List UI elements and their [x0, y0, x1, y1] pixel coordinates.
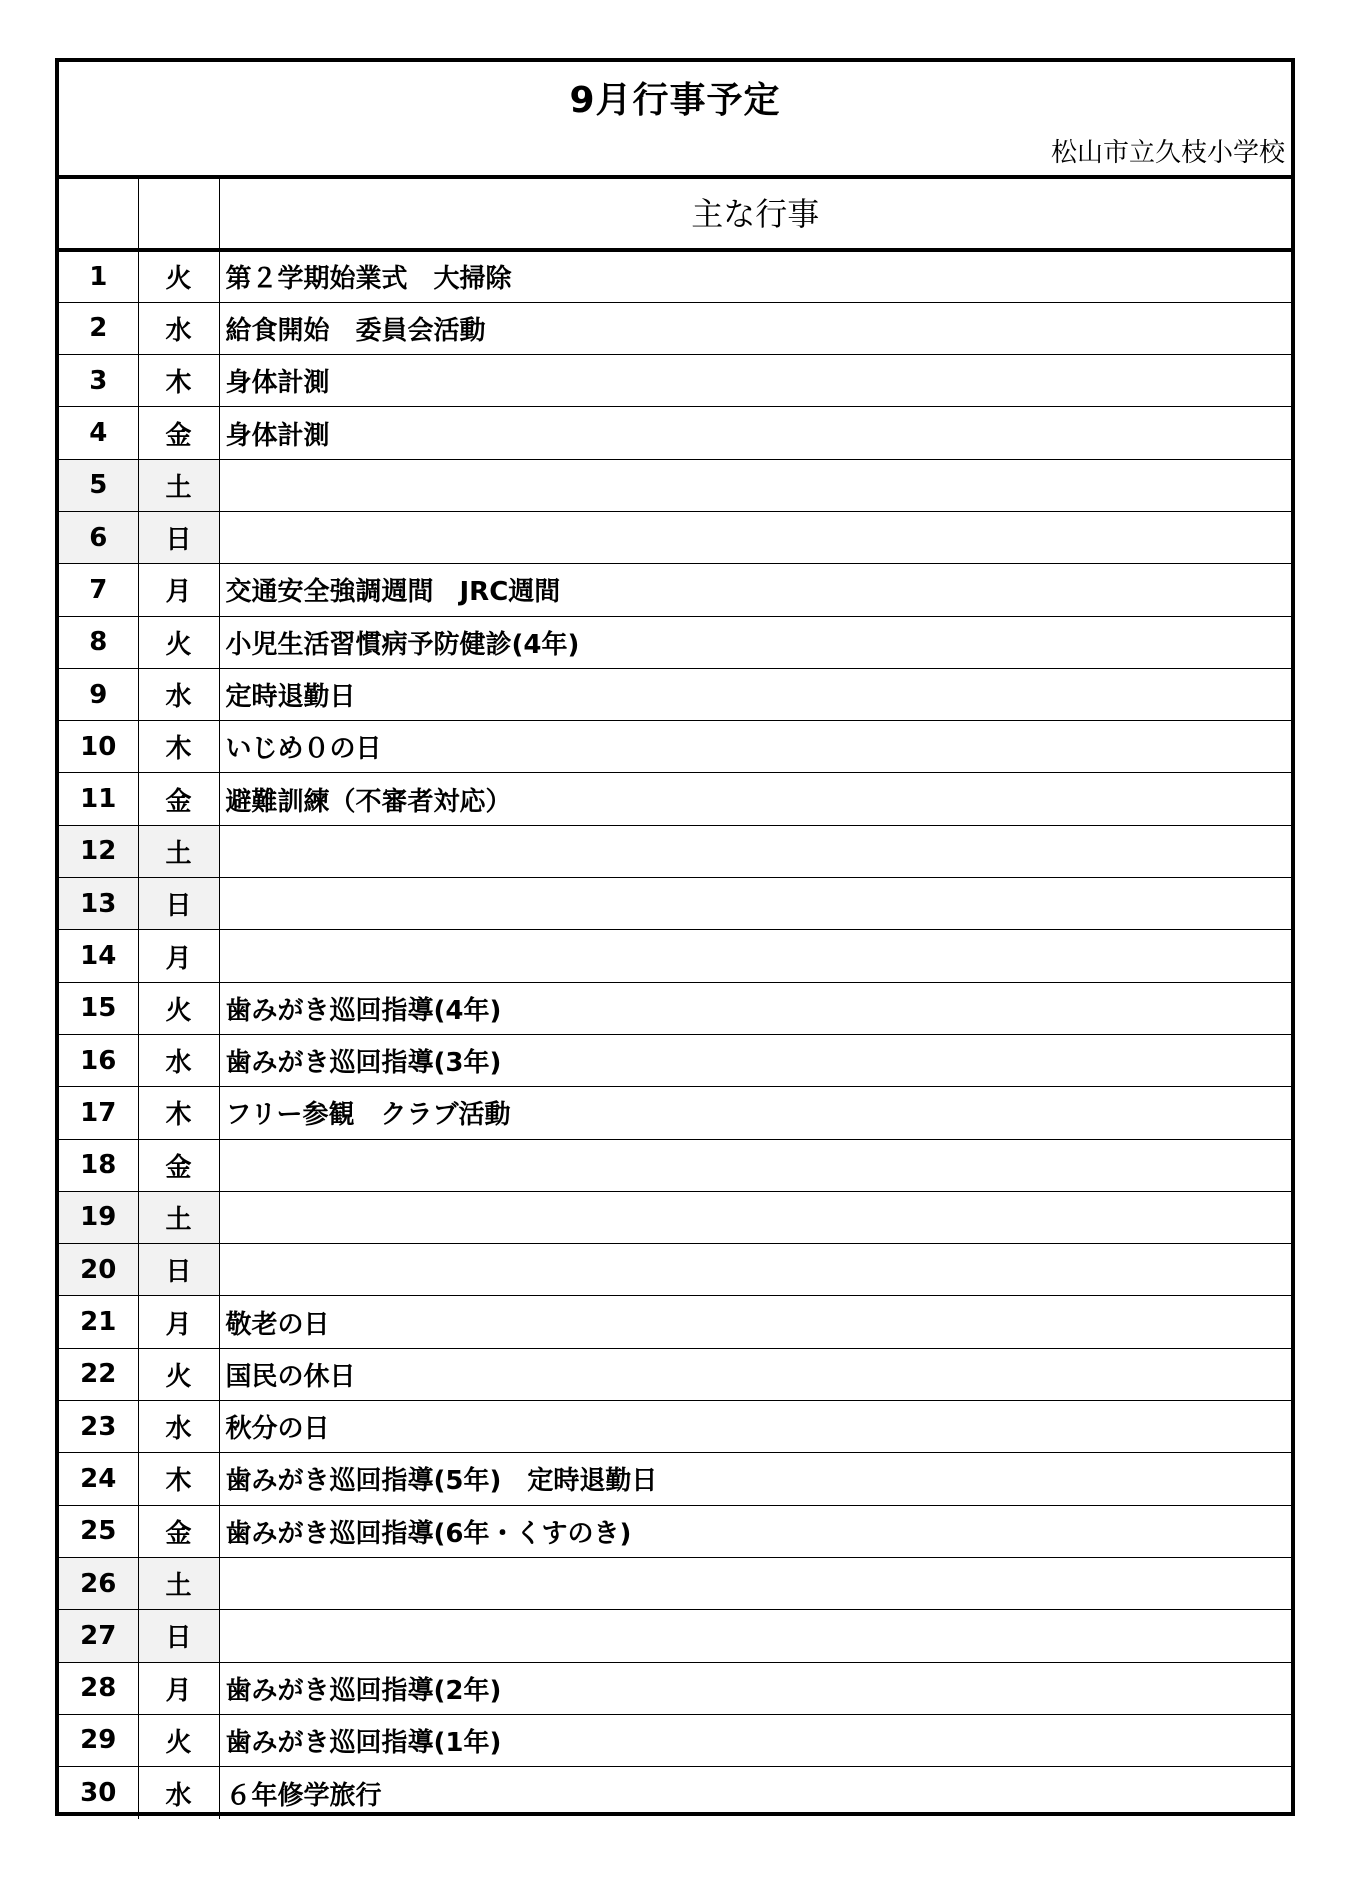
event-cell: ６年修学旅行	[219, 1767, 1291, 1819]
weekday-cell: 水	[138, 668, 219, 720]
title-block	[59, 62, 1291, 179]
weekday-column-header	[138, 175, 219, 250]
event-cell: 避難訓練（不審者対応）	[219, 773, 1291, 825]
weekday-cell: 土	[138, 1191, 219, 1243]
day-cell: 10	[59, 721, 138, 773]
weekday-cell: 水	[138, 1034, 219, 1086]
event-cell: 歯みがき巡回指導(3年)	[219, 1034, 1291, 1086]
page-title: 9月行事予定	[569, 80, 781, 121]
event-cell	[219, 1191, 1291, 1243]
event-cell: フリー参観 クラブ活動	[219, 1087, 1291, 1139]
table-row	[59, 1662, 1291, 1714]
event-cell: 国民の休日	[219, 1348, 1291, 1400]
weekday-cell: 月	[138, 1662, 219, 1714]
event-cell: 第２学期始業式 大掃除	[219, 250, 1291, 302]
weekday-cell: 日	[138, 511, 219, 563]
day-cell: 1	[59, 250, 138, 302]
day-cell: 5	[59, 459, 138, 511]
event-cell: 給食開始 委員会活動	[219, 302, 1291, 354]
day-cell: 22	[59, 1348, 138, 1400]
table-row	[59, 930, 1291, 982]
day-cell: 8	[59, 616, 138, 668]
weekday-cell: 日	[138, 878, 219, 930]
event-cell: 歯みがき巡回指導(2年)	[219, 1662, 1291, 1714]
schedule-table	[59, 175, 1291, 1819]
table-row	[59, 1244, 1291, 1296]
school-name: 松山市立久枝小学校	[1050, 138, 1285, 168]
event-cell: 定時退勤日	[219, 668, 1291, 720]
day-cell: 11	[59, 773, 138, 825]
event-cell: 身体計測	[219, 355, 1291, 407]
day-cell: 4	[59, 407, 138, 459]
table-row	[59, 1767, 1291, 1819]
weekday-cell: 金	[138, 1139, 219, 1191]
event-cell	[219, 1557, 1291, 1609]
day-column-header	[59, 175, 138, 250]
weekday-cell: 月	[138, 564, 219, 616]
table-row	[59, 825, 1291, 877]
day-cell: 20	[59, 1244, 138, 1296]
table-row	[59, 355, 1291, 407]
event-cell: いじめ０の日	[219, 721, 1291, 773]
table-row	[59, 1296, 1291, 1348]
weekday-cell: 月	[138, 930, 219, 982]
event-cell: 小児生活習慣病予防健診(4年)	[219, 616, 1291, 668]
day-cell: 19	[59, 1191, 138, 1243]
weekday-cell: 金	[138, 407, 219, 459]
weekday-cell: 水	[138, 1767, 219, 1819]
events-column-header: 主な行事	[219, 175, 1291, 250]
event-cell: 歯みがき巡回指導(1年)	[219, 1714, 1291, 1766]
schedule-sheet	[55, 58, 1295, 1816]
table-row	[59, 1191, 1291, 1243]
day-cell: 3	[59, 355, 138, 407]
event-cell	[219, 1139, 1291, 1191]
weekday-cell: 金	[138, 1505, 219, 1557]
day-cell: 12	[59, 825, 138, 877]
event-cell	[219, 930, 1291, 982]
day-cell: 21	[59, 1296, 138, 1348]
table-row	[59, 878, 1291, 930]
table-row	[59, 982, 1291, 1034]
table-row	[59, 1401, 1291, 1453]
table-row	[59, 721, 1291, 773]
day-cell: 7	[59, 564, 138, 616]
table-row	[59, 1714, 1291, 1766]
event-cell	[219, 511, 1291, 563]
weekday-cell: 金	[138, 773, 219, 825]
day-cell: 28	[59, 1662, 138, 1714]
event-cell: 歯みがき巡回指導(6年・くすのき)	[219, 1505, 1291, 1557]
day-cell: 13	[59, 878, 138, 930]
weekday-cell: 土	[138, 459, 219, 511]
weekday-cell: 火	[138, 982, 219, 1034]
weekday-cell: 木	[138, 1087, 219, 1139]
table-row	[59, 1034, 1291, 1086]
day-cell: 9	[59, 668, 138, 720]
table-row	[59, 1453, 1291, 1505]
event-cell	[219, 459, 1291, 511]
event-cell	[219, 878, 1291, 930]
event-cell: 秋分の日	[219, 1401, 1291, 1453]
day-cell: 26	[59, 1557, 138, 1609]
event-cell	[219, 1244, 1291, 1296]
day-cell: 14	[59, 930, 138, 982]
weekday-cell: 水	[138, 1401, 219, 1453]
table-row	[59, 1348, 1291, 1400]
table-row	[59, 773, 1291, 825]
event-cell: 歯みがき巡回指導(5年) 定時退勤日	[219, 1453, 1291, 1505]
weekday-cell: 土	[138, 1557, 219, 1609]
weekday-cell: 水	[138, 302, 219, 354]
weekday-cell: 木	[138, 355, 219, 407]
event-cell: 敬老の日	[219, 1296, 1291, 1348]
day-cell: 15	[59, 982, 138, 1034]
weekday-cell: 火	[138, 1714, 219, 1766]
event-cell: 交通安全強調週間 JRC週間	[219, 564, 1291, 616]
event-cell: 身体計測	[219, 407, 1291, 459]
weekday-cell: 火	[138, 1348, 219, 1400]
weekday-cell: 月	[138, 1296, 219, 1348]
day-cell: 30	[59, 1767, 138, 1819]
weekday-cell: 木	[138, 1453, 219, 1505]
event-cell	[219, 825, 1291, 877]
weekday-cell: 火	[138, 250, 219, 302]
day-cell: 2	[59, 302, 138, 354]
weekday-cell: 土	[138, 825, 219, 877]
table-row	[59, 668, 1291, 720]
weekday-cell: 火	[138, 616, 219, 668]
table-row	[59, 511, 1291, 563]
table-row	[59, 1557, 1291, 1609]
table-row	[59, 564, 1291, 616]
event-cell	[219, 1610, 1291, 1662]
day-cell: 27	[59, 1610, 138, 1662]
table-header-row	[59, 175, 1291, 250]
table-row	[59, 302, 1291, 354]
day-cell: 29	[59, 1714, 138, 1766]
weekday-cell: 日	[138, 1610, 219, 1662]
table-row	[59, 616, 1291, 668]
table-row	[59, 407, 1291, 459]
day-cell: 6	[59, 511, 138, 563]
day-cell: 17	[59, 1087, 138, 1139]
day-cell: 18	[59, 1139, 138, 1191]
weekday-cell: 木	[138, 721, 219, 773]
day-cell: 25	[59, 1505, 138, 1557]
day-cell: 16	[59, 1034, 138, 1086]
table-row	[59, 1610, 1291, 1662]
day-cell: 23	[59, 1401, 138, 1453]
event-cell: 歯みがき巡回指導(4年)	[219, 982, 1291, 1034]
table-row	[59, 1139, 1291, 1191]
table-row	[59, 250, 1291, 302]
table-row	[59, 1505, 1291, 1557]
day-cell: 24	[59, 1453, 138, 1505]
weekday-cell: 日	[138, 1244, 219, 1296]
table-row	[59, 459, 1291, 511]
table-row	[59, 1087, 1291, 1139]
